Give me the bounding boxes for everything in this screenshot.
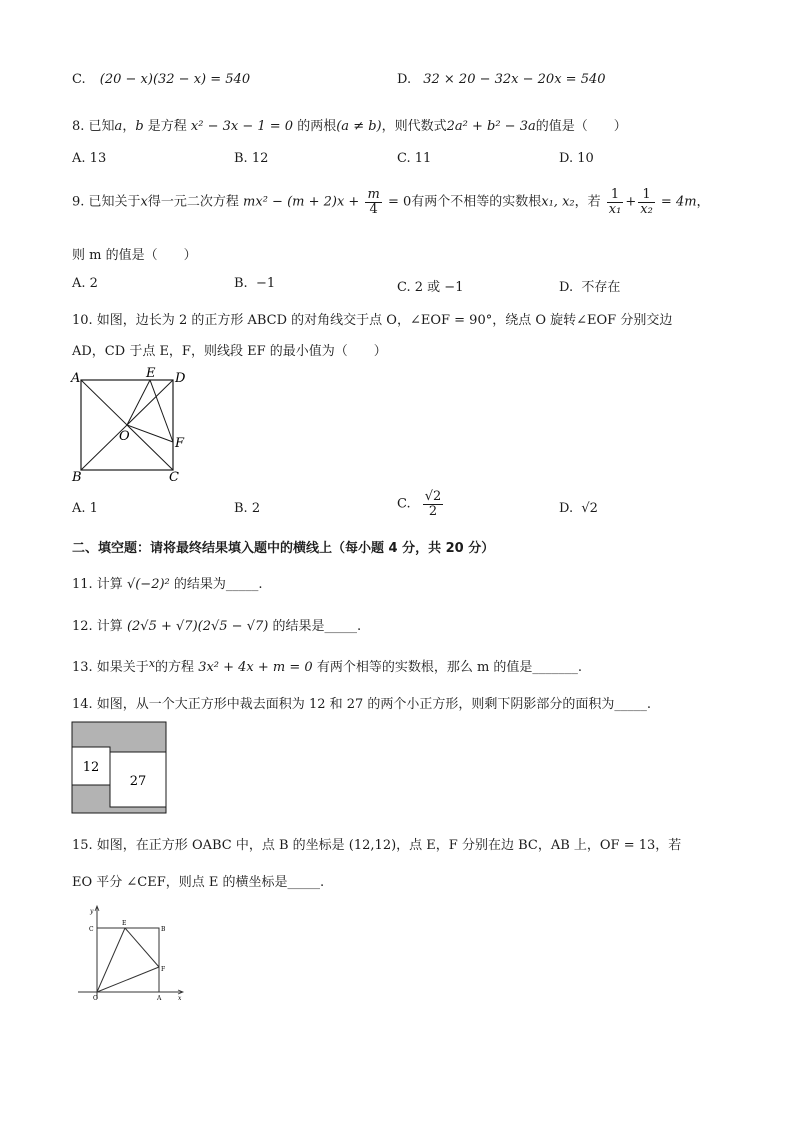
q8-stem xyxy=(72,115,627,134)
label-o: O xyxy=(93,995,98,1002)
q8-var-b: b xyxy=(135,119,144,134)
q9-option-text: −1 xyxy=(255,276,276,291)
q8-option-text: 11 xyxy=(414,151,432,166)
q10-option-letter: C. xyxy=(397,496,411,512)
q9-equation-left: mx² − (m + 2)x + xyxy=(243,194,360,210)
segment-ef xyxy=(150,380,173,442)
q8-option-text: 13 xyxy=(89,151,107,166)
q10-option-text: √2 xyxy=(581,501,598,516)
q8-option-text: 10 xyxy=(577,151,594,166)
section-2-heading: 二、填空题：请将最终结果填入题中的横线上（每小题 4 分，共 20 分） xyxy=(72,541,495,556)
label-e: E xyxy=(146,366,156,381)
q12-expression: (2√5 + √7)(2√5 − √7) xyxy=(126,619,269,634)
q8-option-letter: B. xyxy=(234,151,248,166)
q9-roots: x₁, x₂ xyxy=(541,194,575,210)
q9-frac-den: x₁ xyxy=(608,201,622,217)
segment-ef xyxy=(125,928,159,967)
q7-option-c xyxy=(72,72,250,87)
q8-option-letter: A. xyxy=(72,151,86,166)
q9-option-text: 2 或 −1 xyxy=(414,280,464,295)
q7-option-d xyxy=(397,72,606,87)
q9-option-a xyxy=(72,276,98,291)
label-f: F xyxy=(161,966,166,973)
q10-option-a xyxy=(72,501,98,516)
q8-stem-part: 是方程 xyxy=(143,119,191,134)
q9-fraction-1 xyxy=(607,188,624,216)
q13-post: 有两个相等的实数根，那么 m 的值是_______. xyxy=(316,660,583,675)
q12 xyxy=(72,615,361,634)
q8-equation: x² − 3x − 1 = 0 xyxy=(190,119,294,134)
q10-frac-den: 2 xyxy=(428,503,438,519)
q9-fraction-m4 xyxy=(365,188,381,216)
q8-stem-part: 的值是（ ） xyxy=(535,119,627,134)
label-o: O xyxy=(119,429,130,444)
q9-option-letter: A. xyxy=(72,276,86,291)
q10-line1: 10. 如图，边长为 2 的正方形 ABCD 的对角线交于点 O，∠EOF = 90°，绕点 O 旋转∠EOF 分别交边 xyxy=(72,313,673,328)
q9-frac-den: 4 xyxy=(369,201,378,217)
q11 xyxy=(72,573,263,592)
label-b: B xyxy=(72,470,82,485)
q10-option-c-fraction xyxy=(423,490,444,518)
q9-fraction-2 xyxy=(638,188,655,216)
q8-option-a xyxy=(72,151,106,166)
q10-option-d xyxy=(559,501,598,516)
q7-option-c-text: (20 − x)(32 − x) = 540 xyxy=(99,72,251,87)
q8-option-letter: C. xyxy=(397,151,411,166)
q8-option-c xyxy=(397,151,431,166)
q14-squares-figure xyxy=(70,720,170,816)
q9-stem-part: ，若 xyxy=(574,194,601,210)
q8-stem-part: ，则代数式 xyxy=(381,119,447,134)
q9-stem-part: ， xyxy=(696,194,710,210)
q9-stem-part: 9. 已知关于 xyxy=(72,194,141,210)
q9-option-letter: B. xyxy=(234,276,248,291)
q10-option-text: 1 xyxy=(89,501,98,516)
q13-pre: 13. 如果关于 xyxy=(72,660,149,675)
label-c: C xyxy=(89,926,94,933)
q9-line2: 则 m 的值是（ ） xyxy=(72,248,197,263)
q8-option-letter: D. xyxy=(559,151,574,166)
q9-option-text: 不存在 xyxy=(581,280,621,295)
q9-rhs: = 4m xyxy=(660,194,697,210)
q8-option-d xyxy=(559,151,594,166)
q9-plus: + xyxy=(625,194,637,210)
q12-post: 的结果是_____. xyxy=(272,619,362,634)
q13-equation: 3x² + 4x + m = 0 xyxy=(198,660,313,675)
q8-condition: (a ≠ b) xyxy=(336,119,382,134)
q9-frac-num: 1 xyxy=(607,188,624,203)
q9-equation-right: = 0 xyxy=(387,194,412,210)
label-d: D xyxy=(175,371,186,386)
q7-option-c-letter: C. xyxy=(72,72,86,87)
q8-option-text: 12 xyxy=(251,151,269,166)
label-12: 12 xyxy=(82,760,100,775)
q15-line1: 15. 如图，在正方形 OABC 中，点 B 的坐标是 (12,12)，点 E，F 分别在边 BC，AB 上，OF = 13，若 xyxy=(72,838,682,853)
label-c: C xyxy=(169,470,179,485)
label-b: B xyxy=(161,926,166,933)
label-f: F xyxy=(175,436,185,451)
q8-stem-part: ， xyxy=(122,119,136,134)
q11-pre: 11. 计算 xyxy=(72,577,123,592)
q13-mid: 的方程 xyxy=(155,660,195,675)
q8-stem-part: 的两根 xyxy=(293,119,337,134)
q7-option-d-letter: D. xyxy=(397,72,412,87)
q15-line2: EO 平分 ∠CEF，则点 E 的横坐标是_____. xyxy=(72,875,325,890)
q9-stem xyxy=(72,188,710,216)
q9-option-text: 2 xyxy=(89,276,98,291)
q8-expression: 2a² + b² − 3a xyxy=(446,119,536,134)
q9-option-letter: C. xyxy=(397,280,411,295)
q9-frac-num: 1 xyxy=(638,188,655,203)
q10-frac-num: √2 xyxy=(424,489,442,504)
segment-oe xyxy=(127,380,150,425)
q8-stem-part: 8. 已知 xyxy=(72,119,115,134)
q8-option-b xyxy=(234,151,268,166)
q10-option-letter: D. xyxy=(559,501,574,516)
label-a: A xyxy=(71,371,81,386)
segment-of xyxy=(127,425,173,442)
q7-option-d-text: 32 × 20 − 32x − 20x = 540 xyxy=(423,72,606,87)
q10-option-b xyxy=(234,501,260,516)
q10-option-letter: B. xyxy=(234,501,248,516)
q11-post: 的结果为_____. xyxy=(173,577,263,592)
q10-option-letter: A. xyxy=(72,501,86,516)
q9-var-x: x xyxy=(140,194,148,210)
q9-option-d xyxy=(559,276,620,295)
q10-option-c xyxy=(397,490,445,518)
label-x: x xyxy=(178,995,182,1002)
q9-option-letter: D. xyxy=(559,280,574,295)
q10-option-text: 2 xyxy=(251,501,261,516)
label-27: 27 xyxy=(129,774,147,789)
q9-stem-part: 得一元二次方程 xyxy=(147,194,239,210)
q12-pre: 12. 计算 xyxy=(72,619,123,634)
q13 xyxy=(72,656,582,675)
q11-expression: √(−2)² xyxy=(126,577,170,592)
q9-frac-den: x₂ xyxy=(640,201,653,217)
square-oabc xyxy=(97,928,159,992)
q10-square-figure xyxy=(62,364,202,486)
label-a: A xyxy=(157,995,162,1002)
q9-option-b xyxy=(234,276,275,291)
q8-var-a: a xyxy=(114,119,123,134)
q9-frac-num: m xyxy=(367,187,380,202)
label-e: E xyxy=(122,920,127,927)
q9-stem-part: 有两个不相等的实数根 xyxy=(411,194,542,210)
q10-line2: AD，CD 于点 E，F，则线段 EF 的最小值为（ ） xyxy=(72,344,387,359)
q13-var: x xyxy=(148,657,156,670)
q14-text: 14. 如图，从一个大正方形中裁去面积为 12 和 27 的两个小正方形，则剩下阴影部分的面积为_____. xyxy=(72,697,652,712)
q15-coordinate-figure xyxy=(70,903,190,1007)
q9-option-c xyxy=(397,276,463,295)
label-y: y xyxy=(90,908,94,915)
